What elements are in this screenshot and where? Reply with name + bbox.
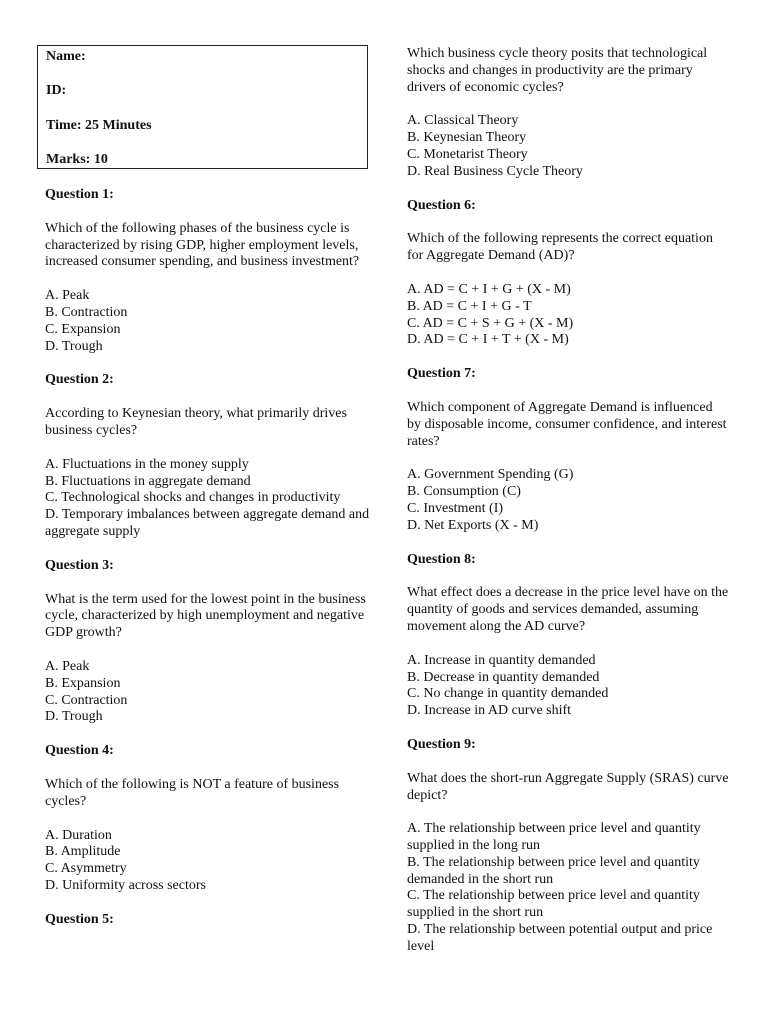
question-5-text: Which business cycle theory posits that technological shocks and changes in productivity are the primary drivers of economic cycles?: [407, 46, 708, 95]
time-label: Time: 25 Minutes: [46, 117, 152, 133]
option: A. Classical Theory: [407, 113, 519, 129]
option: D. Temporary imbalances between aggregate demand and aggregate supply: [45, 507, 370, 539]
option: B. The relationship between price level and quantity demanded in the short run: [407, 854, 700, 887]
option: A. Peak: [45, 658, 90, 674]
option: B. Amplitude: [45, 844, 121, 860]
option: B. AD = C + I + G - T: [407, 298, 532, 314]
question-6-options: [407, 282, 729, 349]
option: A. Peak: [45, 288, 90, 304]
question-9-heading: Question 9:: [407, 736, 476, 752]
question-2-heading: Question 2:: [45, 372, 114, 388]
question-3-heading: Question 3:: [45, 557, 114, 573]
question-4-options: [45, 828, 375, 895]
question-8-options: [407, 653, 729, 720]
question-2-options: [45, 457, 375, 541]
option: C. AD = C + S + G + (X - M): [407, 315, 574, 331]
student-info-box: [37, 45, 368, 169]
option: D. The relationship between potential output and price level: [407, 922, 713, 954]
option: C. Contraction: [45, 692, 128, 708]
question-9-options: [407, 821, 729, 955]
option: C. Technological shocks and changes in productivity: [45, 490, 341, 506]
option: B. Decrease in quantity demanded: [407, 669, 600, 685]
option: C. The relationship between price level and quantity supplied in the short run: [407, 888, 700, 921]
question-1-text: Which of the following phases of the business cycle is characterized by rising GDP, higher employment levels, increased consumer spending, and business investment?: [45, 220, 360, 270]
question-9-text: What does the short-run Aggregate Supply (SRAS) curve depict?: [407, 770, 729, 803]
right-column: [407, 46, 729, 956]
question-1-options: [45, 288, 375, 355]
option: C. Investment (I): [407, 500, 504, 516]
option: D. Increase in AD curve shift: [407, 703, 572, 719]
option: A. The relationship between price level and quantity supplied in the long run: [407, 821, 701, 854]
option: C. Expansion: [45, 321, 121, 337]
id-label: ID:: [46, 83, 67, 99]
left-column: [45, 187, 375, 929]
option: A. Government Spending (G): [407, 467, 574, 483]
question-8-heading: Question 8:: [407, 551, 476, 567]
question-6-text: Which of the following represents the correct equation for Aggregate Demand (AD)?: [407, 231, 713, 264]
name-label: Name:: [46, 49, 86, 64]
option: A. Duration: [45, 827, 112, 843]
option: B. Contraction: [45, 304, 128, 320]
question-3-options: [45, 659, 375, 726]
question-7-heading: Question 7:: [407, 366, 476, 382]
option: D. Trough: [45, 338, 103, 354]
question-5-options: [407, 113, 729, 180]
option: B. Consumption (C): [407, 484, 521, 500]
question-6-heading: Question 6:: [407, 197, 476, 213]
option: D. Net Exports (X - M): [407, 517, 539, 533]
question-7-text: Which component of Aggregate Demand is influenced by disposable income, consumer confidence, and interest rates?: [407, 399, 727, 449]
option: C. Monetarist Theory: [407, 146, 528, 162]
question-2-text: According to Keynesian theory, what primarily drives business cycles?: [45, 406, 347, 438]
question-5-heading: Question 5:: [45, 911, 114, 927]
marks-label: Marks: 10: [46, 152, 108, 168]
option: C. No change in quantity demanded: [407, 686, 609, 702]
option: B. Expansion: [45, 675, 121, 691]
option: A. Fluctuations in the money supply: [45, 456, 249, 472]
option: D. Trough: [45, 709, 103, 725]
question-1-heading: Question 1:: [45, 187, 114, 202]
question-8-text: What effect does a decrease in the price level have on the quantity of goods and services demanded, assuming movement along the AD curve?: [407, 585, 729, 634]
option: D. AD = C + I + T + (X - M): [407, 332, 569, 348]
option: D. Uniformity across sectors: [45, 877, 206, 893]
question-4-heading: Question 4:: [45, 743, 114, 759]
option: B. Fluctuations in aggregate demand: [45, 473, 251, 489]
option: A. AD = C + I + G + (X - M): [407, 281, 571, 297]
option: C. Asymmetry: [45, 861, 127, 877]
option: D. Real Business Cycle Theory: [407, 163, 583, 179]
question-3-text: What is the term used for the lowest point in the business cycle, characterized by high unemployment and negative GDP growth?: [45, 591, 366, 641]
option: B. Keynesian Theory: [407, 130, 527, 146]
question-7-options: [407, 467, 729, 534]
question-4-text: Which of the following is NOT a feature of business cycles?: [45, 776, 340, 809]
option: A. Increase in quantity demanded: [407, 652, 596, 668]
